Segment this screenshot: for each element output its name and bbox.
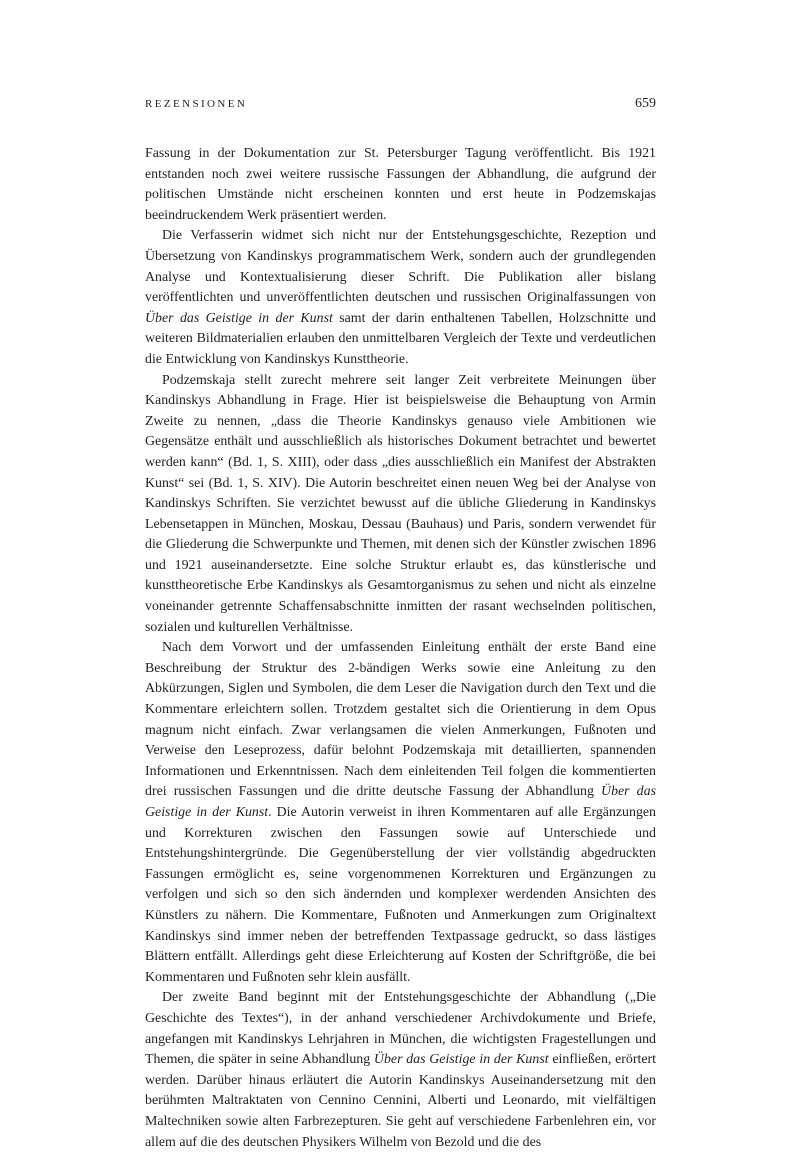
section-title: REZENSIONEN [145,98,248,110]
text-run: Fassung in der Dokumentation zur St. Petersburger Tagung veröffentlicht. Bis 1921 entstanden noch zwei weitere russische Fassungen der Abhandlung, die aufgrund der politischen Umstände nicht erscheinen konnten und erst heute in Podzemskajas beeindruckendem Werk präsentiert werden. [145,146,656,223]
running-head [145,96,656,112]
text-run: . Die Autorin verweist in ihren Kommentaren auf alle Ergänzungen und Korrekturen zwischen den Fassungen sowie auf Unterschiede und Entstehungshintergründe. Die Gegenüberstellung der vier vollständig abgedruckten Fassungen ermöglicht es, seine vorgenommenen Korrekturen und Ergänzungen zu verfolgen und sich so den sich ändernden und komplexer werdenden Ansichten des Künstlers zu nähern. Die Kommentare, Fußnoten und Anmerkungen zum Originaltext Kandinskys sind immer neben der betreffenden Textpassage gedruckt, so dass lästiges Blättern entfällt. Allerdings geht diese Erleichterung auf Kosten der Schriftgröße, die bei Kommentaren und Fußnoten sehr klein ausfällt. [145,805,657,985]
paragraph [145,144,656,226]
paragraph [145,638,656,988]
book-title: Über das Geistige in der Kunst [373,1052,549,1068]
paragraph [145,226,656,370]
page-number: 659 [635,96,656,111]
paragraph [145,988,656,1153]
text-run: Nach dem Vorwort und der umfassenden Einleitung enthält der erste Band eine Beschreibung der Struktur des 2-bändigen Werks sowie eine Anleitung zu den Abkürzungen, Siglen und Symbolen, die dem Leser die Navigation durch den Text und die Kommentare erleichtern sollen. Trotzdem gestaltet sich die Orientierung in dem Opus magnum nicht einfach. Zwar verlangsamen die vielen Anmerkungen, Fußnoten und Verweise den Leseprozess, dafür belohnt Podzemskaja mit detaillierten, spannenden Informationen und Erkenntnissen. Nach dem einleitenden Teil folgen die kommentierten drei russischen Fassungen und die dritte deutsche Fassung der Abhandlung [145,640,656,800]
text-run: Podzemskaja stellt zurecht mehrere seit langer Zeit verbreitete Meinungen über Kandinskys Abhandlung in Frage. Hier ist beispielsweise die Behauptung von Armin Zweite zu nennen, „dass die Theorie Kandinskys genauso viele Ambitionen wie Gegensätze enthält und ausschließlich als historisches Dokument betrachtet und bewertet werden kann“ (Bd. 1, S. XIII), oder dass „dies ausschließlich ein Manifest der Abstrakten Kunst“ sei (Bd. 1, S. XIV). Die Autorin beschreitet einen neuen Weg bei der Analyse von Kandinskys Schriften. Sie verzichtet bewusst auf die übliche Gliederung in Kandinskys Lebensetappen in München, Moskau, Dessau (Bauhaus) und Paris, sondern verwendet für die Gliederung die Schwerpunkte und Themen, mit denen sich der Künstler zwischen 1896 und 1921 auseinandersetzte. Eine solche Struktur erlaubt es, das künstlerische und kunsttheoretische Erbe Kandinskys als Gesamtorganismus zu sehen und nicht als einzelne voneinander getrennte Schaffensabschnitte inmitten der rasant wechselnden politischen, sozialen und kulturellen Verhältnisse. [145,372,656,635]
text-run: samt der darin enthaltenen Tabellen, Holzschnitte und weiteren Bildmaterialien erlauben den unmittelbaren Vergleich der Texte und verdeutlichen die Entwicklung von Kandinskys Kunsttheorie. [145,310,656,367]
text-run: einfließen, erörtert werden. Darüber hinaus erläutert die Autorin Kandinskys Auseinandersetzung mit den berühmten Maltraktaten von Cennino Cennini, Alberti und Leonardo, mit vielfältigen Maltechniken sowie alten Farbrezepturen. Sie geht auf verschiedene Farbenlehren ein, vor allem auf die des deutschen Physikers Wilhelm von Bezold und die des [145,1052,656,1150]
text-run: Die Verfasserin widmet sich nicht nur der Entstehungsgeschichte, Rezeption und Übersetzung von Kandinskys programmatischem Werk, sondern auch der grundlegenden Analyse und Kontextualisierung dieser Schrift. Die Publikation aller bislang veröffentlichten und unveröffentlichten deutschen und russischen Originalfassungen von [145,228,656,306]
review-body [145,144,656,1153]
book-title: Über das Geistige in der Kunst [145,310,333,326]
paragraph [145,371,656,639]
text-run: Der zweite Band beginnt mit der Entstehungsgeschichte der Abhandlung („Die Geschichte des Textes“), in der anhand verschiedener Archivdokumente und Briefe, angefangen mit Kandinskys Lehrjahren in München, die wichtigsten Fragestellungen und Themen, die später in seine Abhandlung [145,990,656,1068]
book-title: Über das Geistige in der Kunst [145,784,656,820]
